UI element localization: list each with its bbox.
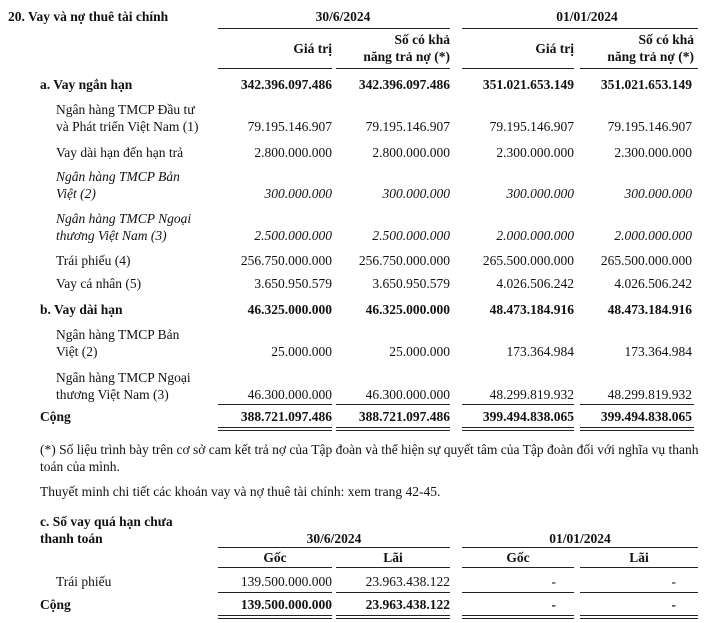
cell-value: 3.650.950.579	[372, 276, 450, 291]
overdue-title-1: c. Số vay quá hạn chưa	[40, 514, 173, 529]
cell-value: 25.000.000	[389, 344, 450, 359]
overdue-double-line-2	[336, 615, 450, 619]
cell-value: 25.000.000	[271, 344, 332, 359]
col-header-value-2: Giá trị	[535, 41, 574, 56]
row-label-vcb-1: Ngân hàng TMCP Ngoại	[56, 211, 192, 226]
overdue-total-line-1	[218, 592, 332, 593]
cell-value: 48.473.184.916	[489, 302, 574, 317]
row-label-personal: Vay cá nhân (5)	[56, 276, 142, 291]
overdue-col-interest-2: Lãi	[629, 550, 649, 565]
overdue-cell: -	[671, 574, 676, 589]
cell-total: 399.494.838.065	[482, 409, 574, 424]
overdue-cell: 139.500.000.000	[240, 574, 332, 589]
cell-value: 2.800.000.000	[254, 145, 332, 160]
overdue-total-line-2	[336, 592, 450, 593]
cell-value: 351.021.653.149	[600, 77, 692, 92]
overdue-title-2: thanh toán	[40, 531, 103, 546]
cell-value: 46.300.000.000	[365, 387, 450, 402]
overdue-double-line-1	[218, 615, 332, 619]
row-label-current-portion: Vay dài hạn đến hạn trả	[56, 145, 184, 160]
cell-value: 342.396.097.486	[240, 77, 332, 92]
overdue-row-label-bonds: Trái phiếu	[56, 574, 112, 589]
row-label-vcb-lt-2: thương Việt Nam (3)	[56, 387, 169, 402]
cell-value: 173.364.984	[624, 344, 692, 359]
overdue-period-1: 30/6/2024	[306, 531, 362, 546]
cell-value: 48.473.184.916	[607, 302, 692, 317]
header-underline-1	[218, 68, 332, 69]
overdue-period-2: 01/01/2024	[549, 531, 611, 546]
overdue-total-cell: 23.963.438.122	[365, 597, 450, 612]
cell-value: 46.300.000.000	[247, 387, 332, 402]
overdue-period-underline-2	[462, 547, 698, 548]
overdue-period-underline-1	[218, 547, 450, 548]
total-top-line-4	[580, 404, 694, 405]
cell-value: 4.026.506.242	[496, 276, 574, 291]
row-label-vcb-lt-1: Ngân hàng TMCP Ngoại	[56, 370, 191, 385]
period-underline-2	[462, 28, 698, 29]
period-underline-1	[218, 28, 450, 29]
overdue-total-line-4	[580, 592, 698, 593]
overdue-total-cell: 139.500.000.000	[240, 597, 332, 612]
cell-value: 2.000.000.000	[496, 228, 574, 243]
cell-value: 79.195.146.907	[365, 119, 450, 134]
header-underline-2	[336, 68, 450, 69]
cell-value: 79.195.146.907	[247, 119, 332, 134]
cell-value: 3.650.950.579	[254, 276, 332, 291]
col-header-value-1: Giá trị	[293, 41, 332, 56]
cell-value: 46.325.000.000	[365, 302, 450, 317]
total-double-line-2	[336, 427, 450, 431]
overdue-row-label-total: Cộng	[40, 597, 71, 612]
overdue-header-line-4	[580, 567, 698, 568]
col-header-repay-1b: năng trả nợ (*)	[363, 49, 450, 64]
col-header-repay-2a: Số có khả	[638, 32, 694, 47]
cell-value: 46.325.000.000	[247, 302, 332, 317]
row-label-long-term: b. Vay dài hạn	[40, 302, 123, 317]
cell-total: 388.721.097.486	[240, 409, 332, 424]
cell-total: 399.494.838.065	[600, 409, 692, 424]
cell-value: 48.299.819.932	[607, 387, 692, 402]
total-double-line-4	[580, 427, 694, 431]
overdue-total-cell: -	[551, 597, 556, 612]
header-underline-3	[462, 68, 574, 69]
cell-value: 2.300.000.000	[496, 145, 574, 160]
cell-value: 265.500.000.000	[482, 253, 574, 268]
overdue-header-line-3	[462, 567, 574, 568]
overdue-header-line-1	[218, 567, 332, 568]
cell-value: 256.750.000.000	[358, 253, 450, 268]
row-label-bidv-2: và Phát triển Việt Nam (1)	[56, 119, 199, 134]
overdue-col-interest-1: Lãi	[383, 550, 403, 565]
cell-value: 2.300.000.000	[614, 145, 692, 160]
cell-value: 2.800.000.000	[372, 145, 450, 160]
cell-value: 79.195.146.907	[607, 119, 692, 134]
row-label-short-term: a. Vay ngắn hạn	[40, 77, 133, 92]
total-top-line-2	[336, 404, 450, 405]
total-double-line-3	[462, 427, 574, 431]
overdue-cell: 23.963.438.122	[365, 574, 450, 589]
overdue-col-principal-2: Gốc	[506, 550, 530, 565]
cell-value: 300.000.000	[382, 186, 450, 201]
header-underline-4	[580, 68, 698, 69]
cell-value: 79.195.146.907	[489, 119, 574, 134]
total-top-line-1	[218, 404, 332, 405]
total-double-line-1	[218, 427, 332, 431]
overdue-double-line-3	[462, 615, 574, 619]
col-header-repay-1a: Số có khả	[394, 32, 450, 47]
row-label-total: Cộng	[40, 409, 71, 424]
overdue-total-line-3	[462, 592, 574, 593]
row-label-banviet-2: Việt (2)	[56, 186, 96, 201]
period-header-2: 01/01/2024	[556, 9, 618, 24]
period-header-1: 30/6/2024	[315, 9, 371, 24]
overdue-cell: -	[551, 574, 556, 589]
cell-value: 256.750.000.000	[240, 253, 332, 268]
cell-value: 342.396.097.486	[358, 77, 450, 92]
cell-value: 2.500.000.000	[372, 228, 450, 243]
cell-value: 300.000.000	[264, 186, 332, 201]
cell-total: 388.721.097.486	[358, 409, 450, 424]
row-label-banviet-1: Ngân hàng TMCP Bản	[56, 169, 180, 184]
cell-value: 2.000.000.000	[614, 228, 692, 243]
overdue-col-principal-1: Gốc	[263, 550, 287, 565]
cell-value: 300.000.000	[506, 186, 574, 201]
cell-value: 173.364.984	[506, 344, 574, 359]
cell-value: 300.000.000	[624, 186, 692, 201]
total-top-line-3	[462, 404, 574, 405]
overdue-total-cell: -	[671, 597, 676, 612]
row-label-bonds: Trái phiếu (4)	[56, 253, 131, 268]
note-detail: Thuyết minh chi tiết các khoản vay và nợ thuê tài chính: xem trang 42-45.	[40, 484, 441, 499]
row-label-banviet-lt-1: Ngân hàng TMCP Bản	[56, 327, 180, 342]
section-title: 20. Vay và nợ thuê tài chính	[8, 9, 169, 24]
overdue-double-line-4	[580, 615, 698, 619]
cell-value: 265.500.000.000	[600, 253, 692, 268]
overdue-header-line-2	[336, 567, 450, 568]
cell-value: 2.500.000.000	[254, 228, 332, 243]
row-label-vcb-2: thương Việt Nam (3)	[56, 228, 167, 243]
col-header-repay-2b: năng trả nợ (*)	[607, 49, 694, 64]
row-label-bidv-1: Ngân hàng TMCP Đầu tư	[56, 102, 195, 117]
note-star: (*) Số liệu trình bày trên cơ sở cam kết trả nợ của Tập đoàn và thể hiện sự quyết tâm của Tập đoàn đối với nghĩa vụ thanh toán của mình.	[40, 442, 699, 474]
cell-value: 48.299.819.932	[489, 387, 574, 402]
cell-value: 351.021.653.149	[482, 77, 574, 92]
row-label-banviet-lt-2: Việt (2)	[56, 344, 98, 359]
cell-value: 4.026.506.242	[614, 276, 692, 291]
